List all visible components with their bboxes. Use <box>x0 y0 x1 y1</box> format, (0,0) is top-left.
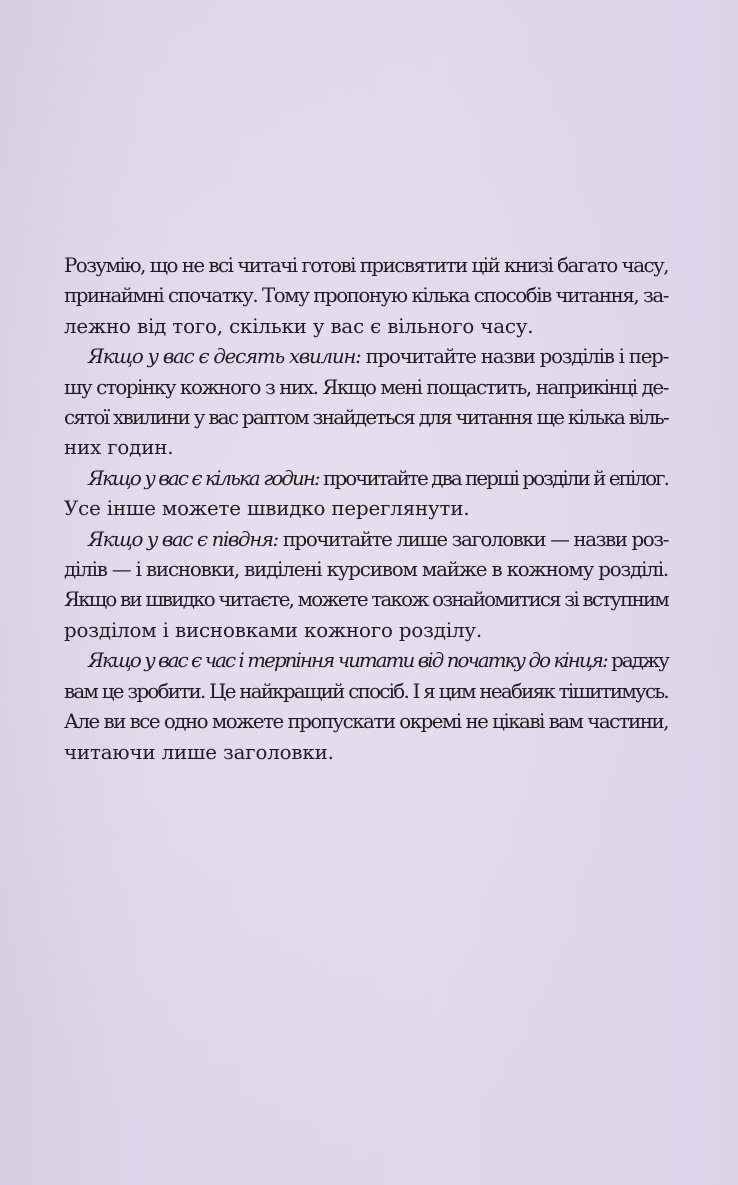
text-line <box>64 464 668 494</box>
paragraph-half-day <box>64 525 668 647</box>
line-text: раджу <box>606 649 668 673</box>
text-line: шу сторінку кожного з них. Якщо мені пощастить, наприкінці де- <box>64 375 668 399</box>
line-text: прочитайте два перші розділи й епілог. <box>318 466 668 490</box>
text-line: ділів — і висновки, виділені курсивом майже в кожному розділі. <box>64 558 668 582</box>
paragraph-intro <box>64 251 668 342</box>
text-line: Усе інше можете швидко переглянути. <box>64 497 470 521</box>
paragraph-ten-minutes <box>64 342 668 464</box>
text-line: принаймні спочатку. Тому пропоную кілька способів читання, за- <box>64 284 668 308</box>
text-line <box>64 342 668 372</box>
text-line <box>64 525 668 555</box>
body-text <box>64 251 668 768</box>
text-line: Якщо ви швидко читаєте, можете також ознайомитися зі вступним <box>64 588 668 612</box>
line-text: прочитайте назви розділів і пер- <box>360 345 669 369</box>
italic-lead: Якщо у вас є півдня: <box>88 527 278 551</box>
paragraph-few-hours <box>64 464 668 525</box>
text-line: сятої хвилини у вас раптом знайдеться для читання ще кілька віль- <box>64 406 668 430</box>
italic-lead: Якщо у вас є кілька годин: <box>88 466 319 490</box>
text-line: лежно від того, скільки у вас є вільного часу. <box>64 314 534 338</box>
text-line: Розумію, що не всі читачі готові присвятити цій книзі багато часу, <box>64 254 668 277</box>
line-text: прочитайте лише заголовки — назви роз- <box>277 527 668 551</box>
paragraph-full-read <box>64 646 668 768</box>
text-line: розділом і висновками кожного розділу. <box>64 618 483 642</box>
text-line: вам це зробити. Це найкращий спосіб. І я цим неабияк тішитимусь. <box>64 679 668 703</box>
text-line: Але ви все одно можете пропускати окремі не цікаві вам частини, <box>64 710 668 734</box>
italic-lead: Якщо у вас є десять хвилин: <box>88 345 361 369</box>
text-line <box>64 646 668 676</box>
text-line: них годин. <box>64 436 174 460</box>
italic-lead: Якщо у вас є час і терпіння читати від початку до кінця: <box>88 649 607 673</box>
text-line: читаючи лише заголовки. <box>64 740 334 764</box>
